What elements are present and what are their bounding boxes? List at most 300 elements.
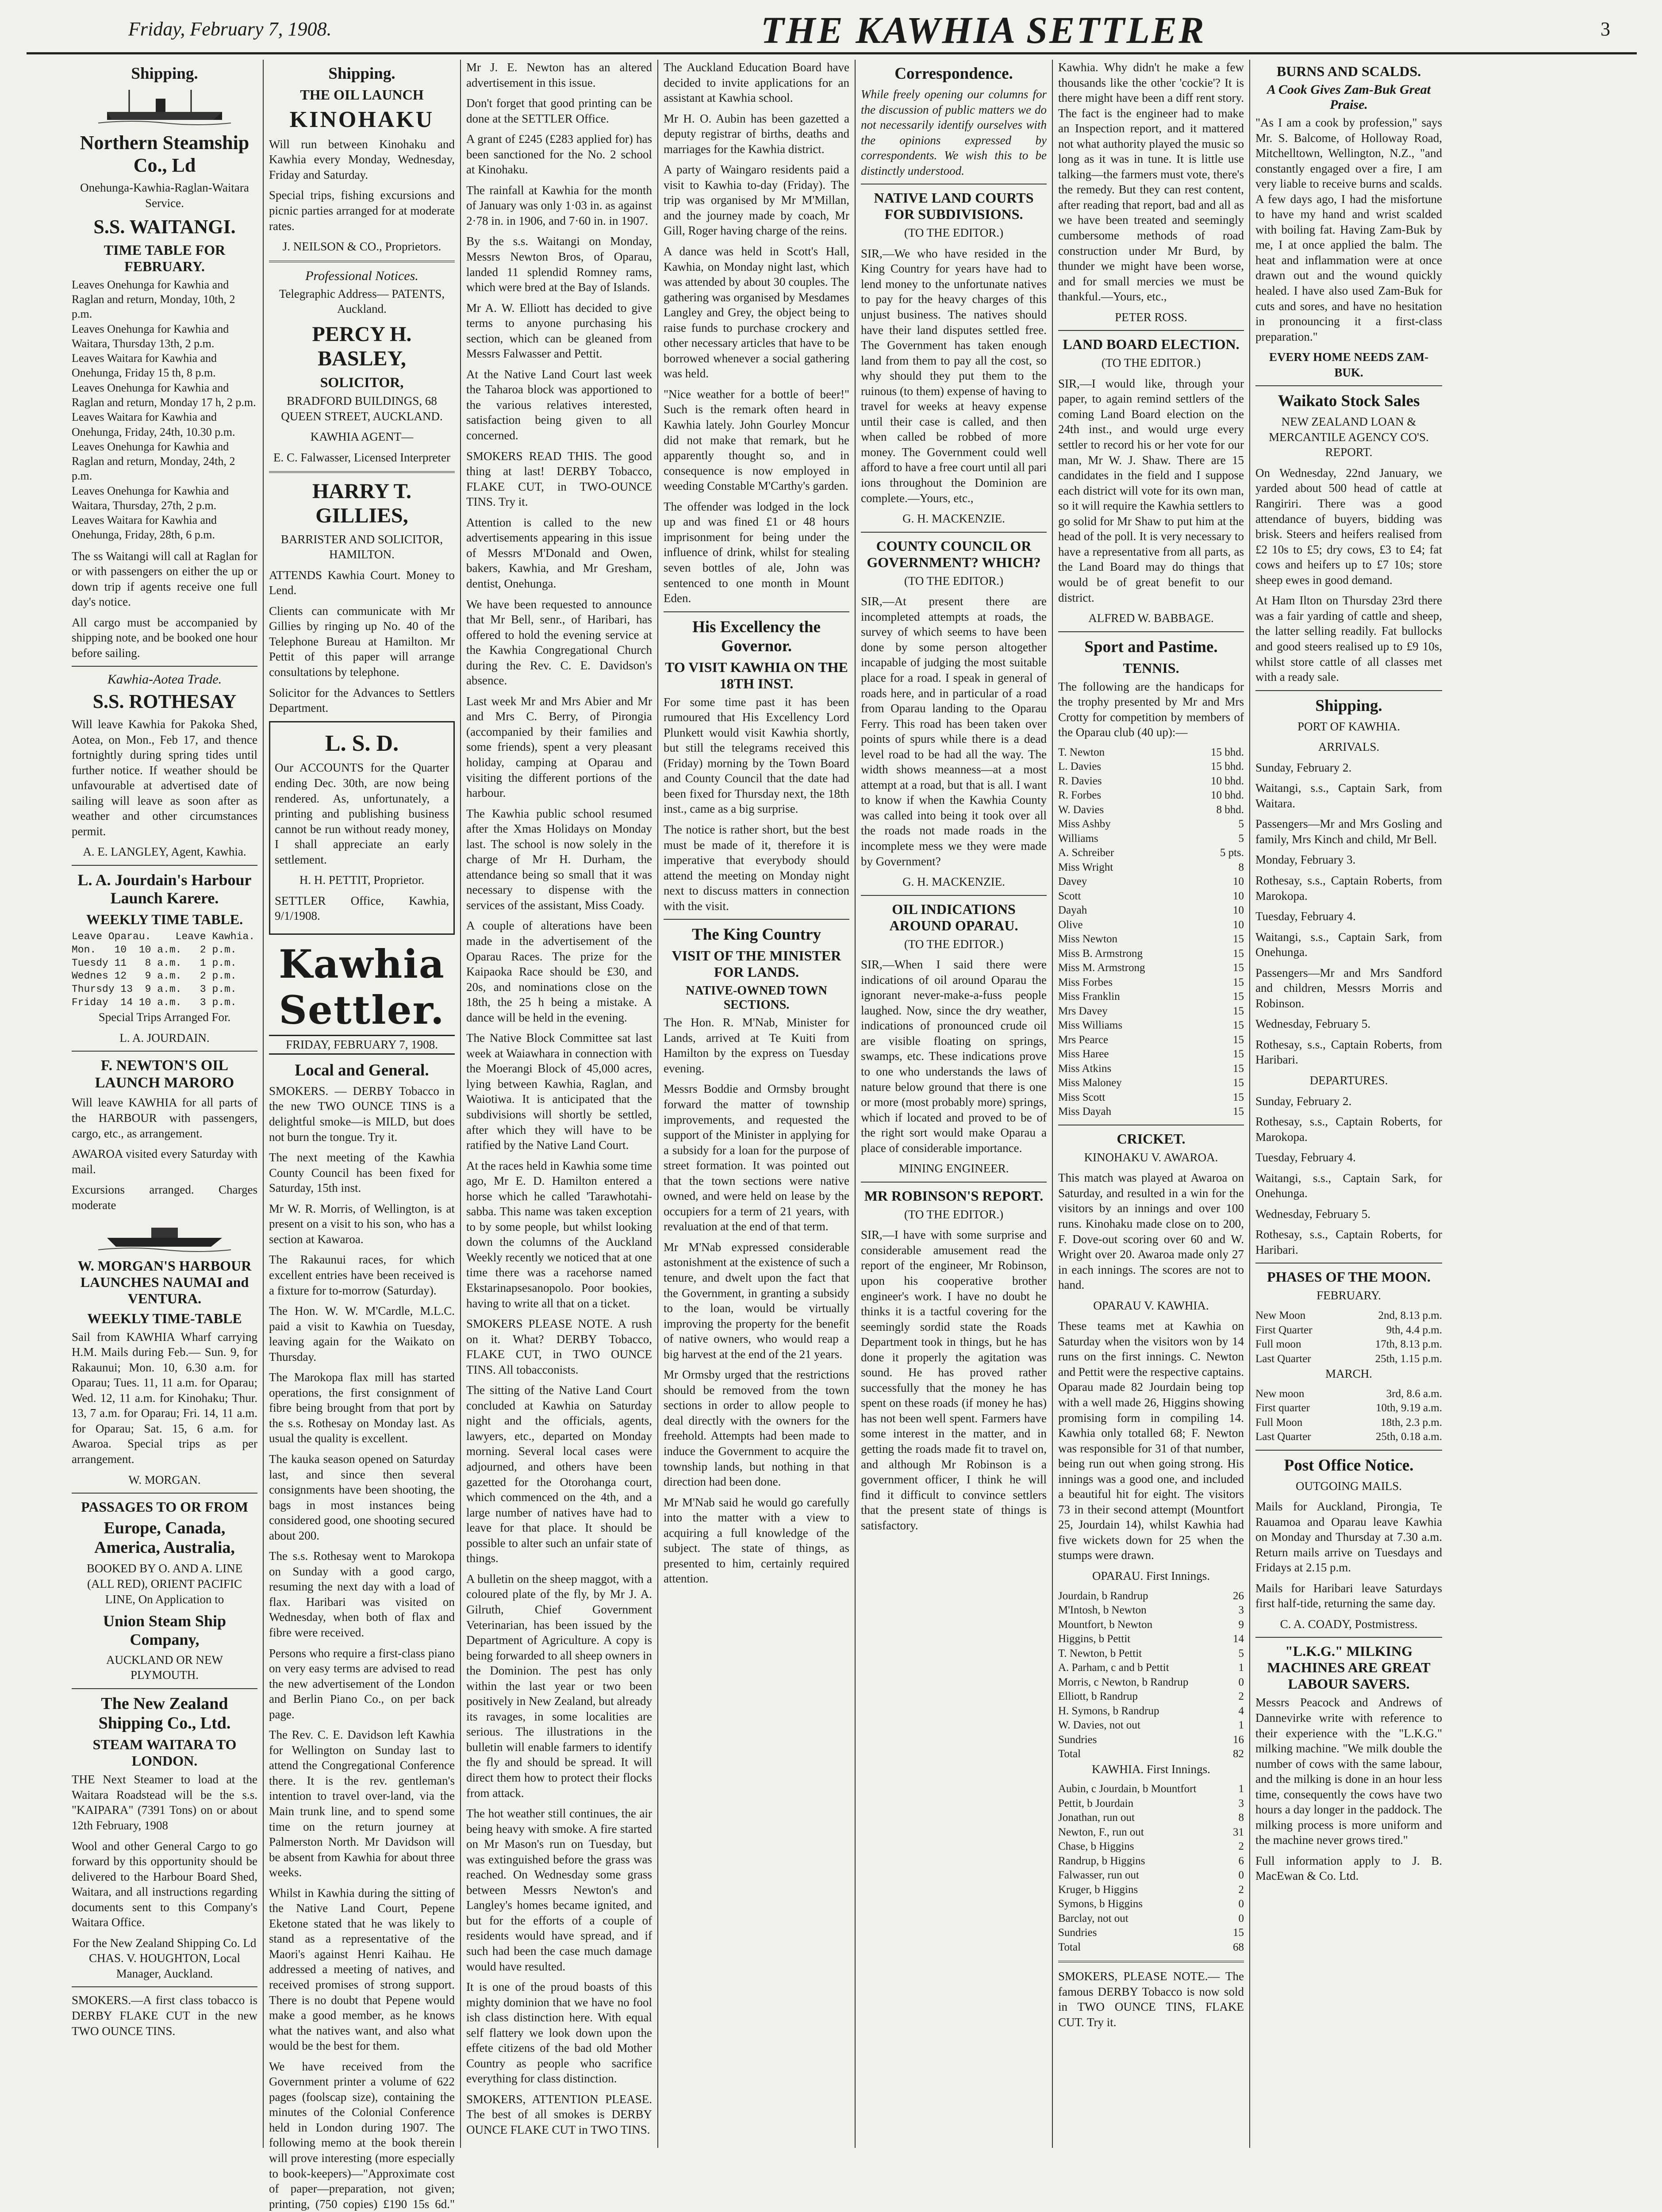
gillies-text: ATTENDS Kawhia Court. Money to Lend.	[269, 568, 455, 597]
handicap-row-value: 15	[1233, 1033, 1244, 1046]
shipping-heading: Shipping.	[1315, 696, 1382, 715]
news-paragraph: SMOKERS READ THIS. The good thing at last! DERBY Tobacco, FLAKE CUT, in TWO-OUNCE TINS. Try it.	[466, 449, 652, 509]
arrival-line: Waitangi, s.s., Captain Sark, from Onehunga.	[1255, 930, 1442, 959]
sailing-item: Leaves Waitara for Kawhia and Onehunga, Friday 15 th, 8 p.m.	[72, 352, 217, 380]
column-1	[66, 60, 264, 2148]
handicap-row-value: 15	[1233, 1062, 1244, 1075]
local-paragraph: Whilst in Kawhia during the sitting of the Native Land Court, Pepene Eketone stated that he was likely to stand as a representative of the Maori's against Henri Kaihau. He addressed a meeting of natives, and received promises of strong support. There is no doubt that Pepene would make a good member, as he knows what the natives want, and also what would be the best for them.	[269, 1886, 455, 2053]
news-paragraph: Mr M'Nab said he would go carefully into the matter with a view to acquiring a full knowledge of the subject. The state of things, as presented to him, certainly required attention.	[664, 1495, 849, 1586]
arrival-line: Waitangi, s.s., Captain Sark, from Waitara.	[1255, 781, 1442, 810]
score-row-label: Morris, c Newton, b Randrup	[1058, 1676, 1189, 1688]
handicap-row-value: 15	[1233, 976, 1244, 988]
letter-1-sign: G. H. MACKENZIE.	[902, 512, 1005, 526]
kawhia-scorecard	[1058, 1782, 1244, 1955]
lkg-title: "L.K.G." MILKING MACHINES ARE GREAT LABOUR SAVERS.	[1267, 1643, 1431, 1692]
rothesay-text: Will leave Kawhia for Pakoka Shed, Aotea, on Mon., Feb 17, and thence fortnightly during spring tides until further notice. If weather should be unfavourable at advertised date of sailing will leave as soon after as weather and other circumstances permit.	[72, 718, 257, 838]
divider	[1255, 690, 1442, 691]
handicap-row-label: Miss Franklin	[1058, 991, 1120, 1003]
moon-row	[1255, 1309, 1442, 1323]
handicap-row-label: Miss B. Armstrong	[1058, 947, 1143, 960]
score-row-value: 15	[1233, 1927, 1244, 1939]
score-row	[1058, 1940, 1244, 1955]
cricket-text: This match was played at Awaroa on Saturday, and resulted in a win for the visitors by an innings and over 100 runs. Kinohaku made close on to 200, F. Dove-out scoring over 60 and W. Wright over 20. Awaroa made only 27 in each innings. The scores are not to hand.	[1058, 1171, 1244, 1292]
letter-1-text: SIR,—We who have resided in the King Country for years have had to lend money to the unfortunate natives to pay for the heavy charges of this unjust business. The natives should have their land disputes settled free. The Government has taken enough land from them to pay all the cost, so why should they put them to the ruinous (to them) expense of having to travel for weeks at heavy expense until their case is called, and then when called be robbed of more money. The Government could well afford to have a free court until all pari ions throughout the Dominion are complete.—Yours, etc.,	[861, 246, 1047, 505]
score-row	[1058, 1661, 1244, 1675]
local-paragraph: We have received from the Government printer a volume of 622 pages (foolscap size), containing the minutes of the Colonial Conference held in London during 1907. The following memo at the book therein will prove interesting (more especially to book-keepers)—"Approximate cost of paper—preparation, not given; printing, (750 copies) £190 15s 6d."	[269, 2059, 455, 2211]
special-trips: Special Trips Arranged For.	[98, 1010, 231, 1024]
stock-text: On Wednesday, 22nd January, we yarded about 500 head of cattle at Rangiriri. There was a good attendance of buyers, bidding was brisk. Steers and heifers realised from £2 10s to £5; dry cows, £3 to £4; fat cows and heifers up to £7 10s; store sheep ewes in good demand.	[1255, 466, 1442, 587]
nzs-sign: For the New Zealand Shipping Co. Ld CHAS. V. HOUGHTON, Local Manager, Auckland.	[73, 1936, 257, 1980]
score-row	[1058, 1797, 1244, 1811]
score-row-value: 31	[1233, 1826, 1244, 1838]
score-row-label: Jourdain, b Randrup	[1058, 1590, 1148, 1602]
score-row-label: Aubin, c Jourdain, b Mountfort	[1058, 1783, 1197, 1795]
handicap-row	[1058, 788, 1244, 803]
weekly-timetable-row: Tuesdy 11 8 a.m. 1 p.m.	[72, 957, 237, 969]
news-paragraph: For some time past it has been rumoured that His Excellency Lord Plunkett would visit Kawhia shortly, but still the telegrams received this (Friday) morning by the Town Board and County Council that the date had been fixed for Thursday next, the 18th inst., came as a big surprise.	[664, 695, 849, 816]
handicap-row	[1058, 1105, 1244, 1119]
port-of-kawhia: PORT OF KAWHIA.	[1297, 719, 1400, 733]
score-row	[1058, 1839, 1244, 1854]
weekly-timetable-row: Friday 14 10 a.m. 3 p.m.	[72, 997, 237, 1009]
gillies-sub: BARRISTER AND SOLICITOR, HAMILTON.	[280, 532, 443, 561]
handicap-row-value: 5	[1238, 818, 1244, 830]
lkg-text: Messrs Peacock and Andrews of Dannevirke write with reference to their experience with the "L.K.G." milking machine. "We milk double the number of cows with the same labour, and the milking is done in an hour less time, consequently the cows have two hours a day longer in the paddock. The milking process is more uniform and the machine never grows tired."	[1255, 1696, 1442, 1847]
news-paragraph: A grant of £245 (£283 applied for) has been sanctioned for the No. 2 school at Kinohaku.	[466, 132, 652, 177]
score-row-label: Barclay, not out	[1058, 1912, 1128, 1924]
handicap-row-label: Miss Newton	[1058, 933, 1118, 945]
excursions-text: Excursions arranged. Charges moderate	[72, 1183, 257, 1212]
score-row-label: Newton, F., run out	[1058, 1826, 1144, 1838]
score-row	[1058, 1912, 1244, 1926]
local-paragraph: The Rakaunui races, for which excellent entries have been received is a fixture for to-morrow (Saturday).	[269, 1253, 455, 1297]
letter-1-title: NATIVE LAND COURTS FOR SUBDIVISIONS.	[874, 190, 1034, 223]
news-paragraph: Mr Ormsby urged that the restrictions should be removed from the town sections in order to allow people to deal directly with the owners for the freehold. Attempts had been made to induce the Government to acquire the township lands, but nothing in that direction had been done.	[664, 1368, 849, 1489]
handicap-row	[1058, 903, 1244, 918]
departures-label: DEPARTURES.	[1309, 1073, 1388, 1087]
jourdain-sign: L. A. JOURDAIN.	[119, 1031, 210, 1045]
column-7	[1250, 60, 1447, 2148]
score-row-label: Mountfort, b Newton	[1058, 1618, 1153, 1631]
news-paragraph: By the s.s. Waitangi on Monday, Messrs Newton Bros, of Oparau, landed 11 splendid Romney rams, which were bred at the Bay of Islands.	[466, 234, 652, 294]
newton-launch-text: Will leave KAWHIA for all parts of the HARBOUR with passengers, cargo, etc., as arrangement.	[72, 1096, 257, 1140]
score-row-value: 0	[1238, 1869, 1244, 1882]
handicap-row-value: 10	[1233, 918, 1244, 931]
handicap-row	[1058, 1033, 1244, 1048]
land-board-sign: ALFRED W. BABBAGE.	[1088, 611, 1214, 625]
letter-3-sign: MINING ENGINEER.	[898, 1162, 1009, 1175]
divider	[72, 1986, 257, 1987]
arrival-line: Rothesay, s.s., Captain Roberts, from Haribari.	[1255, 1037, 1442, 1067]
score-row-label: Sundries	[1058, 1927, 1097, 1939]
basley-address: BRADFORD BUILDINGS, 68 QUEEN STREET, AUCKLAND.	[281, 394, 443, 423]
launch-illustration	[98, 1218, 231, 1253]
nsc-service: Onehunga-Kawhia-Raglan-Waitara Service.	[80, 181, 249, 210]
divider	[72, 865, 257, 866]
cricket-sub2: OPARAU V. KAWHIA.	[1093, 1298, 1209, 1312]
score-row-value: 2	[1238, 1883, 1244, 1896]
score-row-value: 0	[1238, 1676, 1244, 1688]
divider	[72, 1493, 257, 1494]
news-paragraph: A bulletin on the sheep maggot, with a coloured plate of the fly, by Mr J. A. Gilruth, Chief Government Veterinarian, has been issued by the Department of Agriculture. A copy is being forwarded to all sheep owners in the Dominion. The pest has only within the last year or two been positively in New Zealand, but already its ravages, in some localities are serious. The illustrations in the bulletin will enable farmers to identify the fly and should be spread. It will direct them how to protect their flocks from attack.	[466, 1572, 652, 1800]
to-editor-label: (TO THE EDITOR.)	[904, 574, 1004, 588]
divider	[72, 1051, 257, 1052]
handicap-row-value: 8	[1238, 861, 1244, 873]
arrival-line: Passengers—Mr and Mrs Sandford and children, Messrs Morris and Robinson.	[1255, 966, 1442, 1010]
news-paragraph: Mr H. O. Aubin has been gazetted a deputy registrar of births, deaths and marriages for the Kawhia district.	[664, 111, 849, 156]
handicap-row	[1058, 1018, 1244, 1033]
header-rule	[27, 52, 1637, 54]
score-row	[1058, 1868, 1244, 1883]
sailings-list	[72, 277, 257, 542]
moon-row	[1255, 1323, 1442, 1338]
score-row	[1058, 1733, 1244, 1747]
moon-row	[1255, 1416, 1442, 1430]
cricket-sub: KINOHAKU V. AWAROA.	[1084, 1150, 1218, 1164]
handicap-row-value: 15	[1233, 962, 1244, 974]
news-paragraph: A party of Waingaro residents paid a visit to Kawhia to-day (Friday). The trip was organised by Mr M'Millan, and the journey made by coach, Mr Gill, Roger having charge of the reins.	[664, 163, 849, 238]
score-row-value: 8	[1238, 1812, 1244, 1824]
launch-special: Special trips, fishing excursions and picnic parties arranged for at moderate rates.	[269, 188, 455, 233]
smokers-ad: SMOKERS.—A first class tobacco is DERBY FLAKE CUT in the new TWO OUNCE TINS.	[72, 1993, 257, 2038]
news-paragraph: At the Native Land Court last week the Taharoa block was apportioned to the various relatives interested, satisfaction being given to all concerned.	[466, 367, 652, 442]
sailing-item: Leaves Waitara for Kawhia and Onehunga, Friday, 28th, 6 p.m.	[72, 514, 217, 541]
news-paragraph: The offender was lodged in the lock up and was fined £1 or 48 hours imprisonment for being under the influence of drink, whilst for stealing seven bottles of ale, John was sentenced to one month in Mount Eden.	[664, 499, 849, 605]
moon-mar: MARCH.	[1325, 1367, 1372, 1380]
moon-row	[1255, 1430, 1442, 1444]
score-row	[1058, 1926, 1244, 1940]
news-paragraph: The Auckland Education Board have decided to invite applications for an assistant at Kawhia school.	[664, 61, 849, 105]
handicap-row-label: Miss M. Armstrong	[1058, 962, 1145, 974]
letter-3-text: SIR,—When I said there were indications of oil around Oparau the ignorant never-make-a-fuss people laughed. Now, since the dry weather, indications of pronounced crude oil are visible floating on springs, swamps, etc. These indications prove to one who understands the laws of nature below ground that there is one or more (most probably more) springs, which if located and proved to be of the right sort would make Oparau a place of considerable importance.	[861, 958, 1047, 1155]
handicap-row-label: L. Davies	[1058, 760, 1102, 773]
handicap-row	[1058, 889, 1244, 904]
arrival-line: Monday, February 3.	[1255, 853, 1356, 867]
letter-4-continued: Kawhia. Why didn't he make a few thousands like the other 'cockie'? It is there might have been a diff rent story. The fact is the engineer had to make an Inspection report, and it mattered not what authority played the music so long as it was in tune. It is little use talking—the farmers must vote, there's the remedy. But they can rest content, after reading that report, bad and all as we have been treated and seemingly cumbersome methods of road construction under Mr Burd, by thunder we might have been worse, and for small mercies we must be thankful.—Yours, etc.,	[1058, 61, 1244, 303]
moon-feb: FEBRUARY.	[1317, 1289, 1381, 1302]
union-title: Union Steam Ship Company,	[103, 1612, 226, 1648]
score-row-label: H. Symons, b Randrup	[1058, 1705, 1159, 1717]
arrival-line: Sunday, February 2.	[1255, 760, 1352, 774]
handicap-row-label: Miss Scott	[1058, 1091, 1105, 1103]
local-paragraph: SMOKERS. — DERBY Tobacco in the new TWO OUNCE TINS is a delightful smoke—is MILD, but does not burn the tongue. Try it.	[269, 1084, 455, 1144]
score-row-label: T. Newton, b Pettit	[1058, 1647, 1142, 1659]
kawhia-aotea-title: Kawhia-Aotea Trade.	[107, 672, 222, 687]
letter-2-text: SIR,—At present there are incompleted attempts at roads, the survey of which seems to have been done by some person altogether incapable of judging the most suitable place for a road. I speak in general of roads here, and in particular of a road from Oparau landing to the Oparau Ferry. This road has been taken over points of spurs while there is a dead level road to be had all the way. The width shows meanness—at a most attempt at a road, but that is all. I want to know if when the Kawhia County was called into being it took over all the roads not made roads in the incomplete mess we they were made by Government?	[861, 595, 1047, 868]
score-row-value: 14	[1233, 1633, 1244, 1645]
handicap-row	[1058, 932, 1244, 947]
weekly-timetable-head: Leave Oparau. Leave Kawhia.	[72, 930, 255, 942]
land-board-text: SIR,—I would like, through your paper, to again remind settlers of the coming Land Board election on the 24th inst., and would urge every settler to record his or her vote for our man, Mr W. J. Shaw. There are 15 candidates in the field and I suppose each district will vote for its own man, so it will require the Kawhia settlers to go solid for Mr Shaw to put him at the head of the poll. It is very necessary to have a representative from all parts, as the Land Board may do things that would be of great benefit to our district.	[1058, 376, 1244, 604]
divider	[861, 532, 1047, 533]
letter-2-title: COUNTY COUNCIL OR GOVERNMENT? WHICH?	[867, 538, 1041, 570]
handicap-row	[1058, 961, 1244, 975]
morgan-title: W. MORGAN'S HARBOUR LAUNCHES NAUMAI and VENTURA.	[77, 1258, 252, 1306]
rothesay-agent: A. E. LANGLEY, Agent, Kawhia.	[83, 845, 246, 859]
moon-row-label: Full Moon	[1255, 1416, 1303, 1429]
cricket-heading: CRICKET.	[1117, 1130, 1186, 1147]
moon-title: PHASES OF THE MOON.	[1267, 1269, 1431, 1285]
telegraphic-address: Telegraphic Address— PATENTS, Auckland.	[279, 287, 445, 316]
score-row	[1058, 1718, 1244, 1733]
handicap-row	[1058, 918, 1244, 933]
launch-title: THE OIL LAUNCH	[300, 87, 424, 103]
shipping-heading: Shipping.	[328, 65, 395, 83]
weekly-timetable-title: WEEKLY TIME TABLE.	[86, 911, 243, 927]
score-row-value: 6	[1238, 1855, 1244, 1867]
handicap-row	[1058, 832, 1244, 846]
score-row-label: Total	[1058, 1748, 1081, 1760]
score-row-value: 1	[1238, 1783, 1244, 1795]
handicap-row	[1058, 860, 1244, 875]
tennis-heading: TENNIS.	[1123, 660, 1179, 676]
governor-heading: His Excellency the Governor.	[692, 618, 821, 655]
moon-row-label: First quarter	[1255, 1402, 1310, 1414]
nzs-line: STEAM WAITARA TO LONDON.	[92, 1736, 237, 1769]
weekly-timetable-row: Mon. 10 10 a.m. 2 p.m.	[72, 944, 237, 956]
score-row-label: Symons, b Higgins	[1058, 1898, 1143, 1910]
handicap-row-value: 10	[1233, 876, 1244, 888]
to-editor-label: (TO THE EDITOR.)	[1101, 356, 1201, 370]
handicap-row-label: Mrs Pearce	[1058, 1033, 1109, 1046]
to-editor-label: (TO THE EDITOR.)	[904, 226, 1004, 240]
divider	[1058, 1961, 1244, 1962]
score-row-label: W. Davies, not out	[1058, 1719, 1140, 1732]
moon-feb-table	[1255, 1309, 1442, 1366]
handicap-row	[1058, 1047, 1244, 1062]
masthead-date: FRIDAY, FEBRUARY 7, 1908.	[269, 1035, 455, 1055]
score-row	[1058, 1897, 1244, 1912]
handicap-row-value: 10 bhd.	[1211, 775, 1244, 787]
nzs-title: The New Zealand Shipping Co., Ltd.	[98, 1694, 231, 1732]
local-paragraph: The Rev. C. E. Davidson left Kawhia for Wellington on Sunday last to attend the Congregational Conference there. It is the rev. gentleman's intention to travel over-land, via the Main trunk line, and to spend some time on the return journey at Palmerston North. Mr Davidson will be absent from Kawhia for about three weeks.	[269, 1728, 455, 1879]
handicap-row	[1058, 745, 1244, 760]
handicap-row	[1058, 774, 1244, 789]
score-row	[1058, 1854, 1244, 1869]
newspaper-columns	[66, 60, 1646, 2211]
departure-line: Waitangi, s.s., Captain Sark, for Onehunga.	[1255, 1171, 1442, 1200]
moon-row-label: New Moon	[1255, 1310, 1306, 1321]
news-paragraph: The hot weather still continues, the air being heavy with smoke. A fire started on Mr Mason's run on Tuesday, but was extinguished before the grass was reached. On Wednesday some grass between Messrs Newton's and Langley's homes became ignited, and but for the efforts of a couple of residents would have spread, and if such had been the case much damage would have resulted.	[466, 1807, 652, 1973]
moon-row	[1255, 1352, 1442, 1367]
score-row-value: 2	[1238, 1690, 1244, 1703]
score-row	[1058, 1618, 1244, 1632]
stock-text2: At Ham Ilton on Thursday 23rd there was a fair yarding of cattle and sheep, the latter selling readily. Fat bullocks and good steers realised up to £9 10s, whilst store cattle of all classes met with a ready sale.	[1255, 594, 1442, 684]
moon-row-value: 10th, 9.19 a.m.	[1376, 1402, 1442, 1414]
post-office-text: Mails for Auckland, Pirongia, Te Rauamoa and Oparau leave Kawhia on Monday and Thursday at 7.30 a.m. Return mails arrive on Tuesdays and Fridays at 2.15 p.m.	[1255, 1500, 1442, 1575]
divider	[1255, 1450, 1442, 1451]
handicap-row	[1058, 990, 1244, 1004]
handicap-row-label: Miss Dayah	[1058, 1106, 1112, 1118]
governor-subheading: TO VISIT KAWHIA ON THE 18TH INST.	[665, 659, 848, 691]
shipping-heading: Shipping.	[131, 65, 198, 83]
local-paragraph: The next meeting of the Kawhia County Council has been fixed for Saturday, 15th inst.	[269, 1151, 455, 1195]
score-row-value: 0	[1238, 1898, 1244, 1910]
moon-row-label: Last Quarter	[1255, 1352, 1311, 1365]
letter-4-text: SIR,—I have with some surprise and considerable amusement read the report of the engineer, Mr Robinson, upon his cooperative brother engineer's work. I have no doubt he thinks it is a tactful covering for the seemingly sordid state the Roads Department took in things, but he has done it properly the agitation was sound. He has proved rather successfully that the money he has spent on these roads (if money he has) has not been well spent. Farmers have some interest in the matter, and in getting the roads made fit to travel on, and although Mr Robinson is a government officer, I think he will find it difficult to convince settlers that the present state of things is satisfactory.	[861, 1228, 1047, 1532]
score-row-label: Randrup, b Higgins	[1058, 1855, 1145, 1867]
news-paragraph: A dance was held in Scott's Hall, Kawhia, on Monday night last, which was attended by about 30 couples. The gathering was organised by Mesdames Langley and Grey, the object being to raise funds to purchase crockery and other necessary articles that have to be borrowed whenever a social gathering was held.	[664, 245, 849, 380]
divider	[861, 895, 1047, 896]
score-row-value: 2	[1238, 1840, 1244, 1853]
nzs-wool: Wool and other General Cargo to go forward by this opportunity should be delivered to the Harbour Board Shed, Waitara, and all instructions regarding documents sent to this Company's Waitara Office.	[72, 1839, 257, 1929]
score-row-value: 3	[1238, 1797, 1244, 1809]
arrival-line: Tuesday, February 4.	[1255, 910, 1356, 923]
score-row	[1058, 1825, 1244, 1840]
sailing-item: Leaves Onehunga for Kawhia and Raglan and return, Monday, 24th, 2 p.m.	[72, 440, 235, 483]
score-row-label: M'Intosh, b Newton	[1058, 1604, 1147, 1617]
departure-line: Tuesday, February 4.	[1255, 1151, 1356, 1164]
handicap-row	[1058, 947, 1244, 961]
basley-solicitor: SOLICITOR,	[320, 374, 404, 391]
news-paragraph: The sitting of the Native Land Court concluded at Kawhia on Saturday night and the officials, agents, lawyers, etc., departed on Monday morning. Several local cases were adjourned, and others have been gazetted for the Otorohanga court, which commenced on the 4th, and a large number of natives have had to leave for that place. It should be possible to alter such an unfair state of things.	[466, 1383, 652, 1565]
handicap-row-value: 8 bhd.	[1216, 803, 1244, 816]
score-row-value: 16	[1233, 1733, 1244, 1746]
union-sub: AUCKLAND OR NEW PLYMOUTH.	[106, 1653, 223, 1682]
news-paragraph: Attention is called to the new advertisements appearing in this issue of Messrs M'Donald and Owen, bakers, Kawhia, and Mr Gresham, dentist, Onehunga.	[466, 515, 652, 590]
jourdain-title: L. A. Jourdain's Harbour Launch Karere.	[77, 871, 252, 907]
masthead: Kawhia Settler.	[279, 941, 445, 1033]
handicap-row-label: Olive	[1058, 918, 1083, 931]
news-paragraph: The notice is rather short, but the best must be made of it, therefore it is imperative that everybody should attend the meeting on Monday night next to discuss matters in connection with the visit.	[664, 822, 849, 913]
correspondence-disclaimer: While freely opening our columns for the discussion of public matters we do not necessarily identify ourselves with the opinions expressed by correspondents. We wish this to be distinctly understood.	[861, 88, 1047, 177]
divider	[269, 261, 455, 262]
score-row-label: Chase, b Higgins	[1058, 1840, 1134, 1853]
handicap-row-label: Miss Haree	[1058, 1048, 1109, 1060]
burns-text: "As I am a cook by profession," says Mr. S. Balcome, of Holloway Road, Mitchelltown, Wellington, N.Z., "and constantly engaged over a fire, I am very liable to receive burns and scalds. A few days ago, I had the misfortune to have my hand and wrist scalded with boiling fat. Having Zam-Buk by me, I at once applied the balm. The heat and inflammation were at once drawn out and the wound quickly healed. I have also used Zam-Buk for cuts and sores, and have no hesitation in pronouncing it a first-class preparation."	[1255, 116, 1442, 343]
departure-line: Wednesday, February 5.	[1255, 1207, 1370, 1221]
score-row	[1058, 1747, 1244, 1762]
to-editor-label: (TO THE EDITOR.)	[904, 1207, 1004, 1221]
handicap-row	[1058, 1076, 1244, 1091]
score-row-value: 3	[1238, 1604, 1244, 1617]
score-row-value: 82	[1233, 1748, 1244, 1760]
score-row-label: Jonathan, run out	[1058, 1812, 1135, 1824]
score-row-value: 68	[1233, 1941, 1244, 1953]
handicap-row-label: W. Davies	[1058, 803, 1104, 816]
arrival-line: Rothesay, s.s., Captain Roberts, from Marokopa.	[1255, 873, 1442, 902]
score-row-value: 1	[1238, 1719, 1244, 1732]
local-paragraph: The kauka season opened on Saturday last, and since then several consignments have been shooting, the bags in most instances being considered good, one shooting secured about 200.	[269, 1452, 455, 1542]
handicap-row-label: Miss Forbes	[1058, 976, 1113, 988]
rothesay-name: S.S. ROTHESAY	[92, 691, 237, 713]
handicap-row-value: 15 bhd.	[1211, 760, 1244, 773]
stock-sales-title: Waikato Stock Sales	[1278, 392, 1420, 411]
news-paragraph: The rainfall at Kawhia for the month of January was only 1·03 in. as against 2·78 in. in 1906, and 7·60 in. in 1907.	[466, 183, 652, 227]
sailing-item: Leaves Onehunga for Kawhia and Waitara, Thursday, 27th, 2 p.m.	[72, 484, 229, 512]
column-4	[658, 60, 856, 2148]
passages-title: PASSAGES TO OR FROM	[81, 1499, 248, 1515]
handicap-row-label: T. Newton	[1058, 746, 1105, 758]
handicap-row-label: Williams	[1058, 832, 1098, 845]
news-paragraph: At the races held in Kawhia some time ago, Mr E. D. Hamilton entered a horse which he called 'Tarawhotahi-sabba. This name was taken exception to by some people, but whilst looking down the columns of the Auckland Weekly recently we noticed that at one time there was a racehorse named Ekstarinapsesanopolo. Poor bookies, having to write all that on a ticket.	[466, 1159, 652, 1310]
basley-name: PERCY H. BASLEY,	[312, 322, 412, 370]
column-6	[1053, 60, 1250, 2148]
smokers-ad: SMOKERS, PLEASE NOTE.— The famous DERBY Tobacco is now sold in TWO OUNCE TINS, FLAKE CUT. Try it.	[1058, 1970, 1244, 2029]
handicap-row	[1058, 760, 1244, 774]
lsd-sign: H. H. PETTIT, Proprietor.	[299, 873, 425, 887]
score-row-label: Falwasser, run out	[1058, 1869, 1139, 1882]
waitangi-name: S.S. WAITANGI.	[93, 216, 236, 238]
score-row-label: Sundries	[1058, 1733, 1097, 1746]
handicap-row-value: 15	[1233, 991, 1244, 1003]
handicap-row-value: 5 pts.	[1220, 847, 1244, 859]
news-paragraph: Last week Mr and Mrs Abier and Mr and Mrs C. Berry, of Pirongia (accompanied by their families and some friends), spent a very pleasant holiday, camping at Oparau and visiting the different portions of the harbour.	[466, 694, 652, 800]
morgan-sign: W. MORGAN.	[128, 1473, 201, 1486]
moon-row	[1255, 1337, 1442, 1352]
score-row	[1058, 1782, 1244, 1797]
score-row	[1058, 1647, 1244, 1661]
timetable-title: TIME TABLE FOR FEBRUARY.	[104, 242, 226, 274]
lsd-title: L. S. D.	[325, 730, 399, 756]
post-office-text2: Mails for Haribari leave Saturdays first half-tide, returning the same day.	[1255, 1581, 1442, 1610]
handicap-row-value: 15	[1233, 1091, 1244, 1103]
lsd-notice	[269, 721, 455, 935]
local-paragraph: Persons who require a first-class piano on very easy terms are advised to read the new advertisement of the London and Berlin Piano Co., on per back page.	[269, 1646, 455, 1721]
handicap-row-value: 15	[1233, 1019, 1244, 1032]
morgan-timetable-title: WEEKLY TIME-TABLE	[87, 1310, 242, 1326]
post-office-title: Post Office Notice.	[1284, 1456, 1414, 1475]
departure-line: Rothesay, s.s., Captain Roberts, for Marokopa.	[1255, 1115, 1442, 1144]
handicap-row-value: 15	[1233, 1005, 1244, 1017]
moon-row-label: First Quarter	[1255, 1324, 1313, 1336]
letter-3-title: OIL INDICATIONS AROUND OPARAU.	[889, 901, 1018, 933]
king-country-heading: The King Country	[692, 926, 821, 944]
local-general-heading: Local and General.	[295, 1061, 429, 1079]
divider	[1058, 330, 1244, 331]
handicap-row-label: Mrs Davey	[1058, 1005, 1108, 1017]
score-row-value: 0	[1238, 1912, 1244, 1924]
tennis-text: The following are the handicaps for the trophy presented by Mr and Mrs Crotty for competition by members of the Oparau club (40 up):—	[1058, 680, 1244, 739]
moon-row-label: New moon	[1255, 1387, 1305, 1400]
moon-row	[1255, 1401, 1442, 1416]
moon-mar-table	[1255, 1387, 1442, 1444]
news-paragraph: Messrs Boddie and Ormsby brought forward the matter of township improvements, and requested the support of the Minister in applying for a subsidy for a loan for the purpose of street formation. It was pointed out that the town sections were native owned, and were held on lease by the occupiers for a term of 21 years, with revaluation at the end of that term.	[664, 1082, 849, 1233]
handicap-row-value: 15	[1233, 1106, 1244, 1118]
oparau-scores-title: OPARAU. First Innings.	[1092, 1569, 1210, 1582]
sailing-item: Leaves Onehunga for Kawhia and Raglan and return, Monday 17 h, 2 p.m.	[72, 381, 256, 409]
moon-row-value: 25th, 1.15 p.m.	[1375, 1352, 1442, 1365]
gillies-text2: Clients can communicate with Mr Gillies by ringing up No. 40 of the Telephone Bureau at Hamilton. Mr Pettit of this paper will arrange consultations by telephone.	[269, 604, 455, 679]
score-row-value: 5	[1238, 1647, 1244, 1659]
moon-row-value: 2nd, 8.13 p.m.	[1378, 1310, 1442, 1321]
handicap-row-value: 10 bhd.	[1211, 789, 1244, 802]
score-row	[1058, 1883, 1244, 1897]
moon-row-value: 18th, 2.3 p.m.	[1381, 1416, 1442, 1429]
cricket-text2: These teams met at Kawhia on Saturday when the visitors won by 14 runs on the first innings. C. Newton and Pettit were the respective captains. Oparau made 82 Jourdain being top with a well made 26, Higgins showing promising form in compiling 14. Kawhia only totalled 68; F. Newton was responsible for 31 of that number, being run out when going strong. His innings was a good one, and included a beautiful hit for eight. The visitors 73 in their second attempt (Mountfort 25, Jourdain 14), whilst Kawhia had five wickets down for 25 when the stumps were drawn.	[1058, 1319, 1244, 1562]
handicap-row-value: 10	[1233, 890, 1244, 902]
passages-text: BOOKED BY O. AND A. LINE (ALL RED), ORIENT PACIFIC LINE, On Application to	[86, 1562, 243, 1606]
moon-row-value: 9th, 4.4 p.m.	[1386, 1324, 1442, 1336]
handicap-row-label: R. Davies	[1058, 775, 1102, 787]
kawhia-scores-title: KAWHIA. First Innings.	[1092, 1762, 1210, 1776]
score-row	[1058, 1690, 1244, 1704]
divider	[664, 611, 849, 612]
lkg-foot: Full information apply to J. B. MacEwan & Co. Ltd.	[1255, 1854, 1442, 1883]
news-paragraph: SMOKERS PLEASE NOTE. A rush on it. What? DERBY Tobacco, FLAKE CUT, in TWO OUNCE TINS. All tobacconists.	[466, 1317, 652, 1376]
handicap-row	[1058, 1062, 1244, 1076]
score-row-label: Total	[1058, 1941, 1081, 1953]
score-row-value: 26	[1233, 1590, 1244, 1602]
sailing-item: Leaves Onehunga for Kawhia and Raglan and return, Monday, 10th, 2 p.m.	[72, 278, 235, 321]
column-5	[856, 60, 1053, 2148]
steamship-illustration	[98, 88, 231, 127]
kinohaku-name: KINOHAKU	[289, 107, 434, 132]
zambuk-slogan: EVERY HOME NEEDS ZAM-BUK.	[1269, 350, 1429, 379]
score-row	[1058, 1589, 1244, 1604]
newton-launch-title: F. NEWTON'S OIL LAUNCH MARORO	[95, 1057, 234, 1091]
weekly-timetable-row: Thursdy 13 9 a.m. 3 p.m.	[72, 983, 237, 995]
